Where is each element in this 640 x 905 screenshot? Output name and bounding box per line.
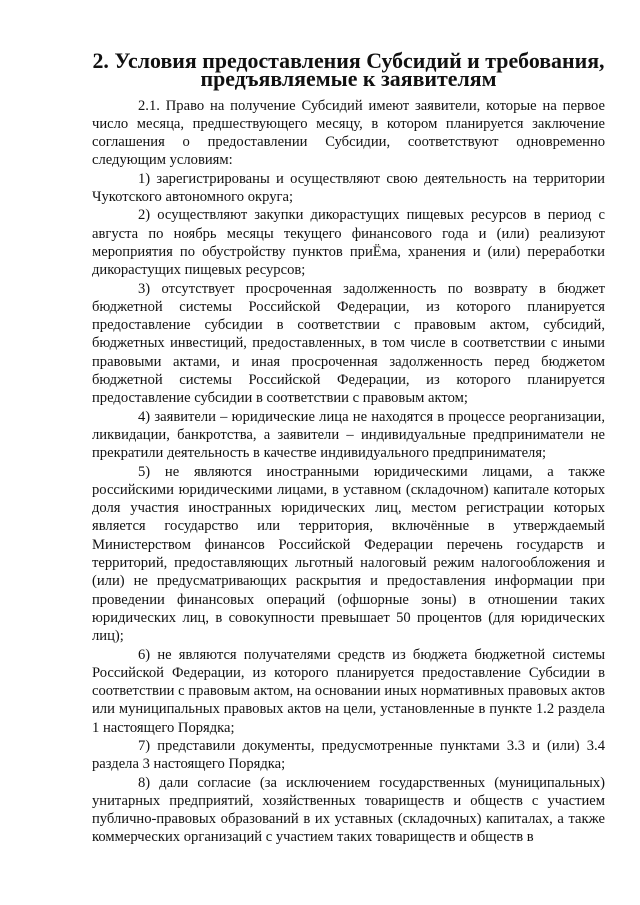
paragraph-2-1: 2.1. Право на получение Субсидий имеют заявители, которые на первое число месяца, предшествующего месяцу, в котором планируется заключение соглашения о предоставлении Субсидии, соответствуют одновременно следующим условиям: [92,97,605,169]
condition-7: 7) представили документы, предусмотренные пунктами 3.3 и (или) 3.4 раздела 3 настоящего Порядка; [92,737,605,773]
condition-4: 4) заявители – юридические лица не находятся в процессе реорганизации, ликвидации, банкротства, а заявители – индивидуальные предприниматели не прекратили деятельность в качестве индивидуального предпринимателя; [92,408,605,462]
document-body [92,48,605,847]
condition-3: 3) отсутствует просроченная задолженность по возврату в бюджет бюджетной системы Российской Федерации, из которого планируется предоставление субсидии в соответствии с правовым актом, субсидий, бюджетных инвестиций, предоставленных, в том числе в соответствии с иными правовыми актами, и иная просроченная задолженность перед бюджетом бюджетной системы Российской Федерации, из которого планируется предоставление субсидии в соответствии с правовым актом; [92,280,605,407]
condition-8: 8) дали согласие (за исключением государственных (муниципальных) унитарных предприятий, хозяйственных товариществ и обществ с участием публично-правовых образований в их уставных (складочных) капиталах, а также коммерческих организаций с участием таких товариществ и обществ в [92,774,605,846]
condition-5: 5) не являются иностранными юридическими лицами, а также российскими юридическими лицами, в уставном (складочном) капитале которых доля участия иностранных юридических лиц, местом регистрации которых является государство или территория, включённые в утверждаемый Министерством финансов Российской Федерации перечень государств и территорий, предоставляющих льготный налоговый режим налогообложения и (или) не предусматривающих раскрытия и предоставления информации при проведении финансовых операций (офшорные зоны) в отношении таких юридических лиц, в совокупности превышает 50 процентов (для юридических лиц); [92,463,605,645]
section-heading [92,48,605,92]
condition-2: 2) осуществляют закупки дикорастущих пищевых ресурсов в период с августа по ноябрь месяцы текущего финансового года и (или) реализуют мероприятия по обустройству пунктов приЁма, хранения и (или) переработки дикорастущих пищевых ресурсов; [92,207,605,279]
condition-6: 6) не являются получателями средств из бюджета бюджетной системы Российской Федерации, из которого планируется предоставление Субсидии в соответствии с правовым актом, на основании иных нормативных правовых актов или муниципальных правовых актов на цели, установленные в пункте 1.2 раздела 1 настоящего Порядка; [92,646,605,736]
condition-1: 1) зарегистрированы и осуществляют свою деятельность на территории Чукотского автономного округа; [92,170,605,206]
section-heading-line-1: 2. Условия предоставления Субсидий и требования, [92,48,605,73]
section-heading-line-2: предъявляемые к заявителям [200,66,497,92]
